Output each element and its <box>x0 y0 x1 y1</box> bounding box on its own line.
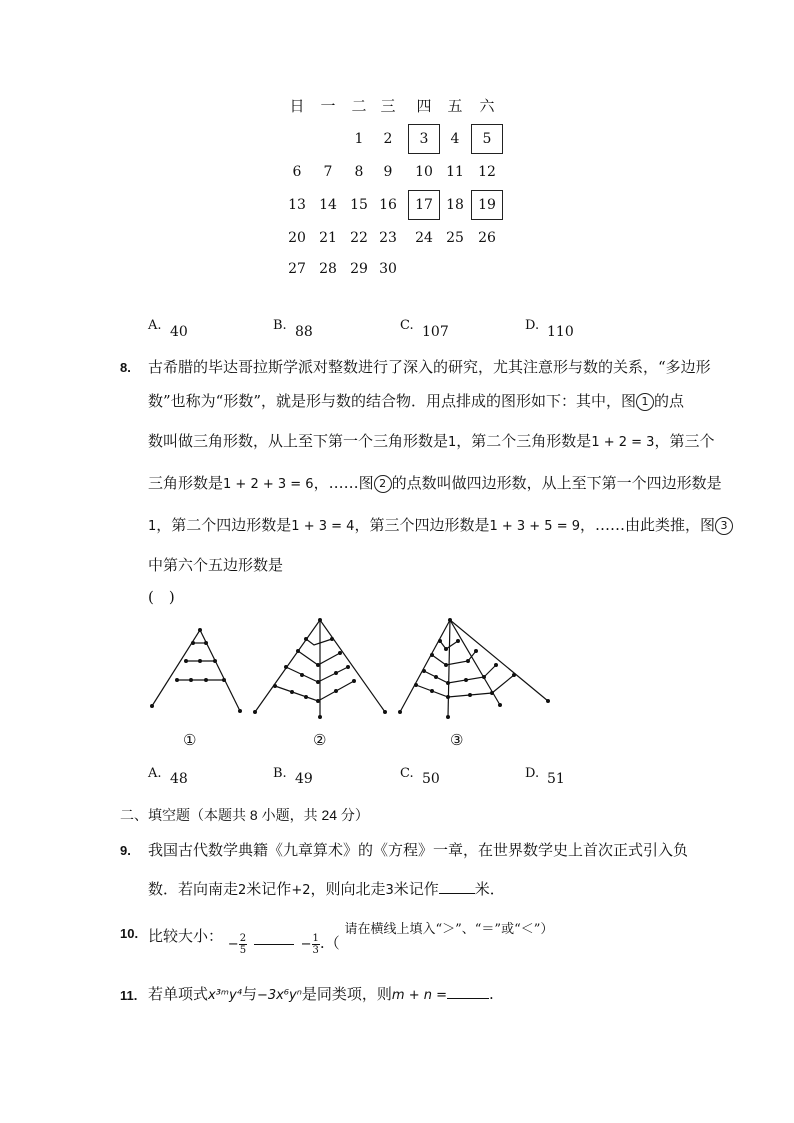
q8-line3-text-a: 数叫做三角形数，从上至下第一个三角形数是 <box>148 432 449 450</box>
q8-line-3 <box>148 430 714 451</box>
q8-line3-math-2: 1 + 2 = 3 <box>591 435 655 450</box>
calendar-day: 9 <box>383 164 393 180</box>
q8-line-1: 古希腊的毕达哥拉斯学派对整数进行了深入的研究，尤其注意形与数的关系，“多边形 <box>148 358 711 376</box>
calendar-day: 30 <box>379 261 397 277</box>
q9-line2-math-3: 3 <box>385 883 394 898</box>
q11-text-c: 是同类项，则 <box>301 985 392 1003</box>
q9-line2-text-d: 米记作 <box>393 880 439 898</box>
q11-math-1: x³ᵐy⁴ <box>208 988 242 1003</box>
q8-line3-math-1: 1 <box>448 435 457 450</box>
calendar-day: 2 <box>383 131 393 147</box>
q9-line2-math-2: +2 <box>291 883 311 898</box>
q8-option-d-value: 51 <box>547 771 565 787</box>
q9-line-2 <box>148 878 505 899</box>
q8-option-b-value: 49 <box>295 771 313 787</box>
q10-frac2-sign: − <box>300 937 312 952</box>
calendar-day: 21 <box>319 230 337 246</box>
q11-number: 11. <box>120 988 138 1003</box>
calendar-header: 三 <box>380 97 396 115</box>
calendar-day: 7 <box>323 164 333 180</box>
q8-option-a-value: 48 <box>170 771 188 787</box>
q8-line-2 <box>148 390 684 411</box>
q9-line2-math-1: 2 <box>238 883 247 898</box>
q7-option-c-label: C. <box>400 318 414 333</box>
q7-option-c-value: 107 <box>422 324 449 340</box>
q10-frac1-sign: − <box>227 937 239 952</box>
calendar-day: 6 <box>292 164 302 180</box>
q8-line3-text-c: ，第三个 <box>654 432 715 450</box>
calendar-day: 10 <box>415 164 433 180</box>
q10-expression <box>228 932 340 956</box>
q10-frac1-num: 2 <box>239 932 247 944</box>
q8-number: 8. <box>120 360 131 375</box>
calendar-header: 五 <box>447 97 463 115</box>
q7-option-d-value: 110 <box>547 324 574 340</box>
q10-frac2-num: 1 <box>312 932 319 944</box>
section-2-heading: 二、填空题（本题共 8 小题，共 24 分） <box>120 807 369 823</box>
calendar-day: 26 <box>478 230 496 246</box>
q7-option-b-value: 88 <box>295 324 313 340</box>
q9-line2-text-b: 米记作 <box>246 880 292 898</box>
q9-line2-text-a: 数．若向南走 <box>148 880 239 898</box>
q9-number: 9. <box>120 843 131 858</box>
q9-line2-text-c: ，则向北走 <box>310 880 386 898</box>
q8-line2-text-b: 的点 <box>654 392 685 410</box>
figure-1-dots <box>150 628 242 713</box>
q8-line-4 <box>148 472 722 493</box>
q10-frac1-den: 5 <box>239 944 247 956</box>
q8-option-b-label: B. <box>273 766 287 781</box>
q8-line3-text-b: ，第二个三角形数是 <box>456 432 592 450</box>
calendar-day: 23 <box>379 230 397 246</box>
calendar-day: 8 <box>354 164 364 180</box>
q9-line-1: 我国古代数学典籍《九章算术》的《方程》一章，在世界数学史上首次正式引入负 <box>148 841 689 859</box>
q8-line5-math-2: 1 + 3 = 4 <box>291 519 355 534</box>
q11-text-a: 若单项式 <box>148 985 209 1003</box>
q8-line-5 <box>148 514 733 535</box>
q10-text-b: .（ <box>319 934 340 952</box>
calendar-day: 27 <box>288 261 306 277</box>
calendar-day: 28 <box>319 261 337 277</box>
figure-2-label: ② <box>313 731 327 749</box>
q7-option-d-label: D. <box>525 318 540 333</box>
calendar-day: 14 <box>319 197 337 213</box>
calendar-day: 13 <box>288 197 306 213</box>
q11-text-d: . <box>489 985 494 1003</box>
q8-line4-text-c: 的点数叫做四边形数，从上至下第一个四边形数是 <box>391 474 722 492</box>
q10-line <box>148 918 553 956</box>
q9-answer-blank[interactable] <box>439 893 475 894</box>
figure-3-label: ③ <box>450 731 464 749</box>
calendar-day: 20 <box>288 230 306 246</box>
q11-answer-blank[interactable] <box>447 998 489 999</box>
calendar-header: 四 <box>416 97 432 115</box>
calendar-day: 18 <box>446 197 464 213</box>
q8-line2-text-a: 数”也称为“形数”，就是形与数的结合物．用点排成的图形如下：其中，图 <box>148 392 637 410</box>
q7-option-a-value: 40 <box>170 324 188 340</box>
calendar-header: 二 <box>351 97 367 115</box>
q8-line5-math-3: 1 + 3 + 5 = 9 <box>489 519 581 534</box>
calendar-day: 3 <box>408 124 440 154</box>
q8-line4-text-b: ，……图 <box>313 474 374 492</box>
calendar-header: 日 <box>289 97 305 115</box>
q10-answer-blank[interactable] <box>254 944 294 945</box>
q8-option-d-label: D. <box>525 766 540 781</box>
q8-answer-paren: ( ) <box>148 588 175 606</box>
calendar-day: 25 <box>446 230 464 246</box>
q8-line4-math-1: 1 + 2 + 3 = 6 <box>223 477 314 492</box>
q11-math-2: −3x⁶yⁿ <box>256 988 302 1003</box>
figure-3-pentagon <box>400 620 548 717</box>
q8-line5-math-1: 1 <box>148 519 157 534</box>
figure-3-ref: 3 <box>715 517 733 535</box>
calendar-day: 29 <box>350 261 368 277</box>
q8-line-6: 中第六个五边形数是 <box>148 556 284 574</box>
q10-text-c: 请在横线上填入“＞”、“＝”或“＜”） <box>344 922 554 937</box>
q10-frac1 <box>239 933 247 956</box>
calendar-day: 4 <box>450 131 460 147</box>
calendar-day: 1 <box>354 131 364 147</box>
q10-frac2 <box>312 933 320 956</box>
q10-number: 10. <box>120 926 139 941</box>
q8-option-c-value: 50 <box>422 771 440 787</box>
q11-text-b: 与 <box>241 985 257 1003</box>
q8-option-a-label: A. <box>148 766 162 781</box>
calendar-day: 24 <box>415 230 433 246</box>
q10-frac2-den: 3 <box>312 944 319 956</box>
calendar-day: 17 <box>408 190 440 220</box>
figure-1-label: ① <box>183 731 197 749</box>
q9-line2-text-e: 米． <box>474 880 505 898</box>
calendar-day: 11 <box>446 164 464 180</box>
calendar-day: 5 <box>471 124 503 154</box>
figure-1-ref: 1 <box>636 393 654 411</box>
q7-option-b-label: B. <box>273 318 287 333</box>
calendar-day: 15 <box>350 197 368 213</box>
figure-2-ref: 2 <box>374 475 392 493</box>
figure-1-triangle <box>152 630 240 711</box>
figure-3-dots <box>398 618 550 719</box>
q7-option-a-label: A. <box>148 318 162 333</box>
calendar-header: 一 <box>320 97 336 115</box>
q8-line4-text-a: 三角形数是 <box>148 474 224 492</box>
q8-line5-text-b: ，第三个四边形数是 <box>354 516 490 534</box>
calendar-day: 12 <box>478 164 496 180</box>
calendar-day: 19 <box>471 190 503 220</box>
q8-line5-text-a: ，第二个四边形数是 <box>156 516 292 534</box>
figure-2-square <box>255 620 385 717</box>
calendar-day: 22 <box>350 230 368 246</box>
q8-option-c-label: C. <box>400 766 414 781</box>
calendar-header: 六 <box>479 97 495 115</box>
q10-text-a: 比较大小： <box>148 926 224 945</box>
polygon-number-figures <box>140 615 560 720</box>
q11-line <box>148 983 494 1004</box>
q8-line5-text-c: ，……由此类推，图 <box>580 516 716 534</box>
calendar-day: 16 <box>379 197 397 213</box>
q11-math-3: m + n = <box>391 988 448 1003</box>
